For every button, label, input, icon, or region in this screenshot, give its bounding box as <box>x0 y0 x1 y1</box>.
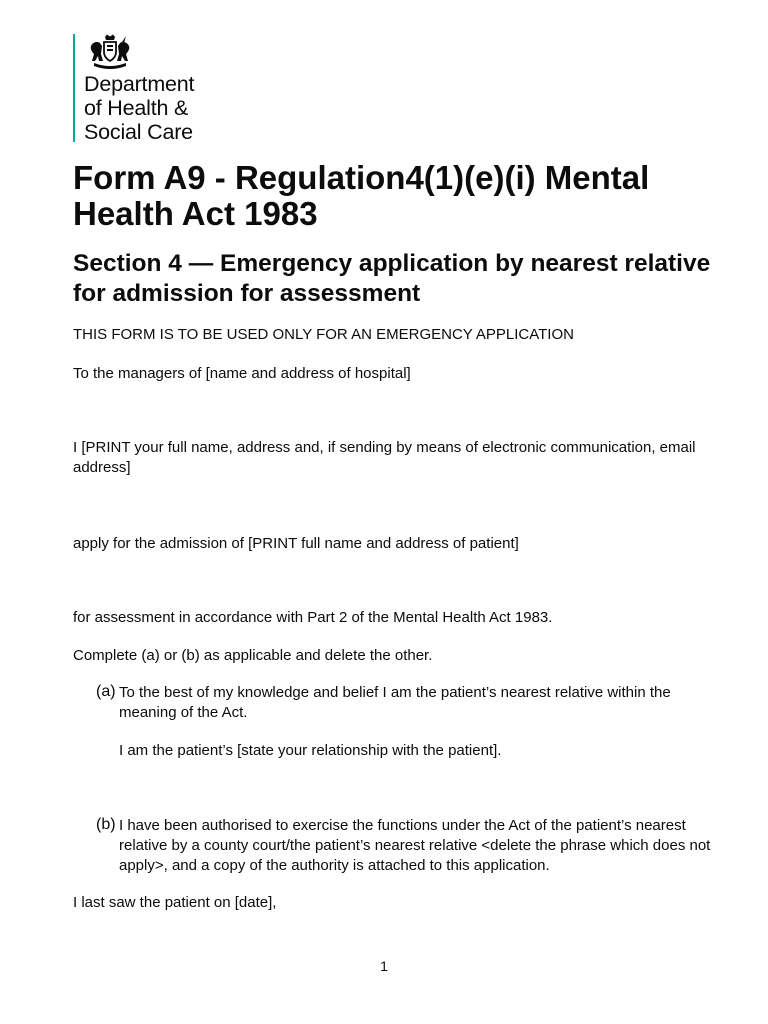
applicant-line: I [PRINT your full name, address and, if sending by means of electronic communication, email address] <box>73 439 696 476</box>
apply-for-line: apply for the admission of [PRINT full name and address of patient] <box>73 535 519 552</box>
form-title: Form A9 - Regulation4(1)(e)(i) Mental Health Act 1983 <box>73 159 650 232</box>
option-b-label: (b) <box>96 816 116 833</box>
section-heading: Section 4 — Emergency application by nearest relative for admission for assessment <box>73 250 711 307</box>
department-name-line-3: Social Care <box>84 120 193 144</box>
department-name-line-1: Department <box>84 72 195 96</box>
royal-coat-of-arms-icon <box>86 34 134 70</box>
option-a-text: To the best of my knowledge and belief I am the patient’s nearest relative within the meaning of the Act. <box>119 684 671 721</box>
to-managers-line: To the managers of [name and address of hospital] <box>73 365 411 382</box>
form-content <box>73 160 713 913</box>
last-saw-line: I last saw the patient on [date], <box>73 894 277 911</box>
complete-instruction: Complete (a) or (b) as applicable and delete the other. <box>73 647 433 664</box>
logo-accent-bar <box>73 34 75 142</box>
emergency-notice: THIS FORM IS TO BE USED ONLY FOR AN EMERGENCY APPLICATION <box>73 326 574 343</box>
option-a <box>73 683 713 761</box>
page-number: 1 <box>380 958 388 974</box>
option-b <box>73 816 713 876</box>
department-name <box>84 72 194 144</box>
dhsc-logo <box>73 34 194 144</box>
option-a-relationship: I am the patient’s [state your relationship with the patient]. <box>119 742 502 759</box>
option-b-text: I have been authorised to exercise the functions under the Act of the patient’s nearest relative by a county court/the patient’s nearest relative <delete the phrase which does not apply>, and a copy of the authority is attached to this application. <box>119 817 711 874</box>
assessment-line: for assessment in accordance with Part 2 of the Mental Health Act 1983. <box>73 609 553 626</box>
option-a-label: (a) <box>96 683 116 700</box>
department-name-line-2: of Health & <box>84 96 189 120</box>
